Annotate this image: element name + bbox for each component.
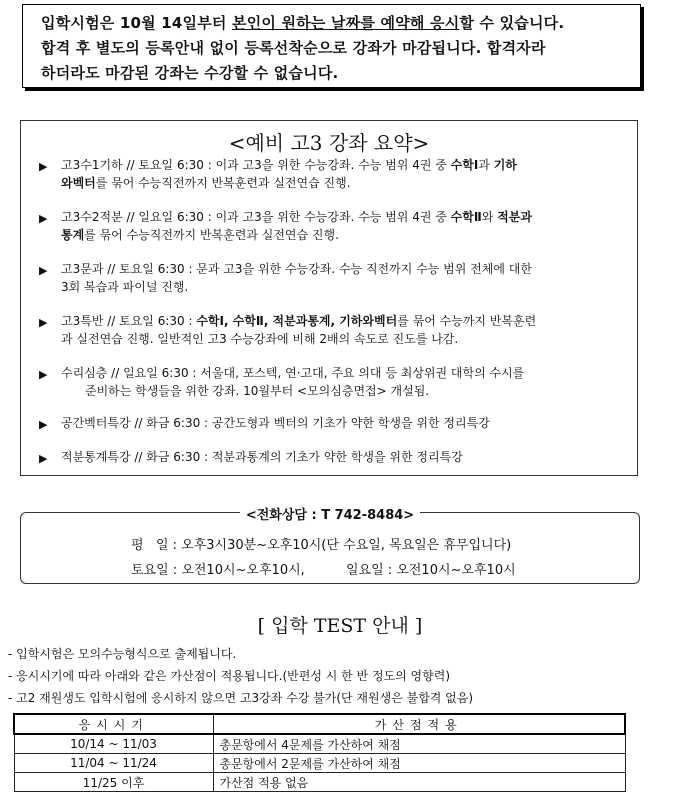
course-summary-box: [20, 120, 638, 476]
table-header-period: 응시시기: [14, 714, 213, 734]
course-item: ▶ 적분통계특강 // 화금 6:30 : 적분과통계의 기초가 약한 학생을 위한 정리특강: [39, 448, 629, 466]
course-item: ▶ 공간벡터특강 // 화금 6:30 : 공간도형과 벡터의 기초가 약한 학생을 위한 정리특강: [39, 414, 629, 432]
course-item: ▶ 고3문과 // 토요일 6:30 : 문과 고3을 위한 수능강좌. 수능 직전까지 수능 범위 전체에 대한 3회 복습과 파이널 진행.: [39, 262, 532, 294]
table-header-bonus: 가산점적용: [213, 714, 625, 734]
arrow-bullet-icon: ▶: [39, 316, 48, 329]
table-cell-bonus: 가산점 적용 없음: [213, 773, 625, 792]
table-cell-bonus: 총문항에서 4문제를 가산하여 채점: [213, 734, 625, 754]
test-info-item: - 응시시기에 따라 아래와 같은 가산점이 적용됩니다.(반편성 시 한 반 정도의 영향력): [8, 669, 451, 683]
saturday-hours: 토요일 : 오전10시~오후10시,: [131, 563, 305, 578]
arrow-bullet-icon: ▶: [39, 368, 48, 381]
table-header-row: [14, 714, 625, 734]
test-info-item: - 입학시험은 모의수능형식으로 출제됩니다.: [8, 647, 237, 661]
table-row: [14, 773, 625, 792]
table-row: [14, 734, 625, 754]
table-cell-period: 11/04 ~ 11/24: [14, 754, 213, 773]
bonus-points-table: [13, 713, 626, 792]
course-item: ▶ 고3수2적분 // 일요일 6:30 : 이과 고3을 위한 수능강좌. 수능 범위 4권 중 수학Ⅱ와 적분과 통계를 묶어 수능직전까지 반복훈련과 실전연습 진행.: [39, 210, 532, 242]
notice-line-1: 입학시험은 10월 14일부터 본인이 원하는 날짜를 예약해 응시할 수 있습니다.: [41, 14, 565, 32]
enrollment-notice: [22, 4, 641, 88]
arrow-bullet-icon: ▶: [39, 160, 48, 173]
arrow-bullet-icon: ▶: [39, 452, 48, 465]
arrow-bullet-icon: ▶: [39, 212, 48, 225]
table-cell-period: 11/25 이후: [14, 773, 213, 792]
table-row: [14, 754, 625, 773]
sunday-hours: 일요일 : 오전10시~오후10시: [346, 563, 516, 578]
table-cell-bonus: 총문항에서 2문제를 가산하여 채점: [213, 754, 625, 773]
arrow-bullet-icon: ▶: [39, 418, 48, 431]
phone-consultation-box: [20, 508, 640, 584]
course-item: ▶ 고3특반 // 토요일 6:30 : 수학Ⅰ, 수학Ⅱ, 적분과통계, 기하와벡터를 묶어 수능까지 반복훈련 과 실전연습 진행. 일반적인 고3 수능강좌에 비해 2배의 속도로 진도를 나감.: [39, 314, 537, 346]
phone-consultation-title: <전화상담 : T 742-8484>: [21, 504, 639, 523]
test-info-item: - 고2 재원생도 입학시험에 응시하지 않으면 고3강좌 수강 불가(단 재원생은 불합격 없음): [8, 691, 474, 705]
table-cell-period: 10/14 ~ 11/03: [14, 734, 213, 754]
test-info-list: [8, 643, 473, 709]
notice-line-3: 하더라도 마감된 강좌는 수강할 수 없습니다.: [41, 64, 339, 82]
arrow-bullet-icon: ▶: [39, 264, 48, 277]
course-item: ▶ 수리심층 // 일요일 6:30 : 서울대, 포스텍, 연·고대, 주요 의대 등 최상위권 대학의 수시를 준비하는 학생들을 위한 강좌. 10월부터 <모의심층면접> 개설됨.: [39, 366, 525, 398]
course-summary-title: <예비 고3 강좌 요약>: [228, 131, 430, 155]
course-item: ▶ 고3수1기하 // 토요일 6:30 : 이과 고3을 위한 수능강좌. 수능 범위 4권 중 수학Ⅰ과 기하 와벡터를 묶어 수능직전까지 반복훈련과 실전연습 진행.: [39, 158, 517, 190]
entrance-test-title: [ 입학 TEST 안내 ]: [257, 615, 423, 637]
notice-line-2: 합격 후 별도의 등록안내 없이 등록선착순으로 강좌가 마감됩니다. 합격자라: [41, 39, 546, 57]
weekday-hours: 평 일 : 오후3시30분~오후10시(단 수요일, 목요일은 휴무입니다): [131, 538, 512, 553]
